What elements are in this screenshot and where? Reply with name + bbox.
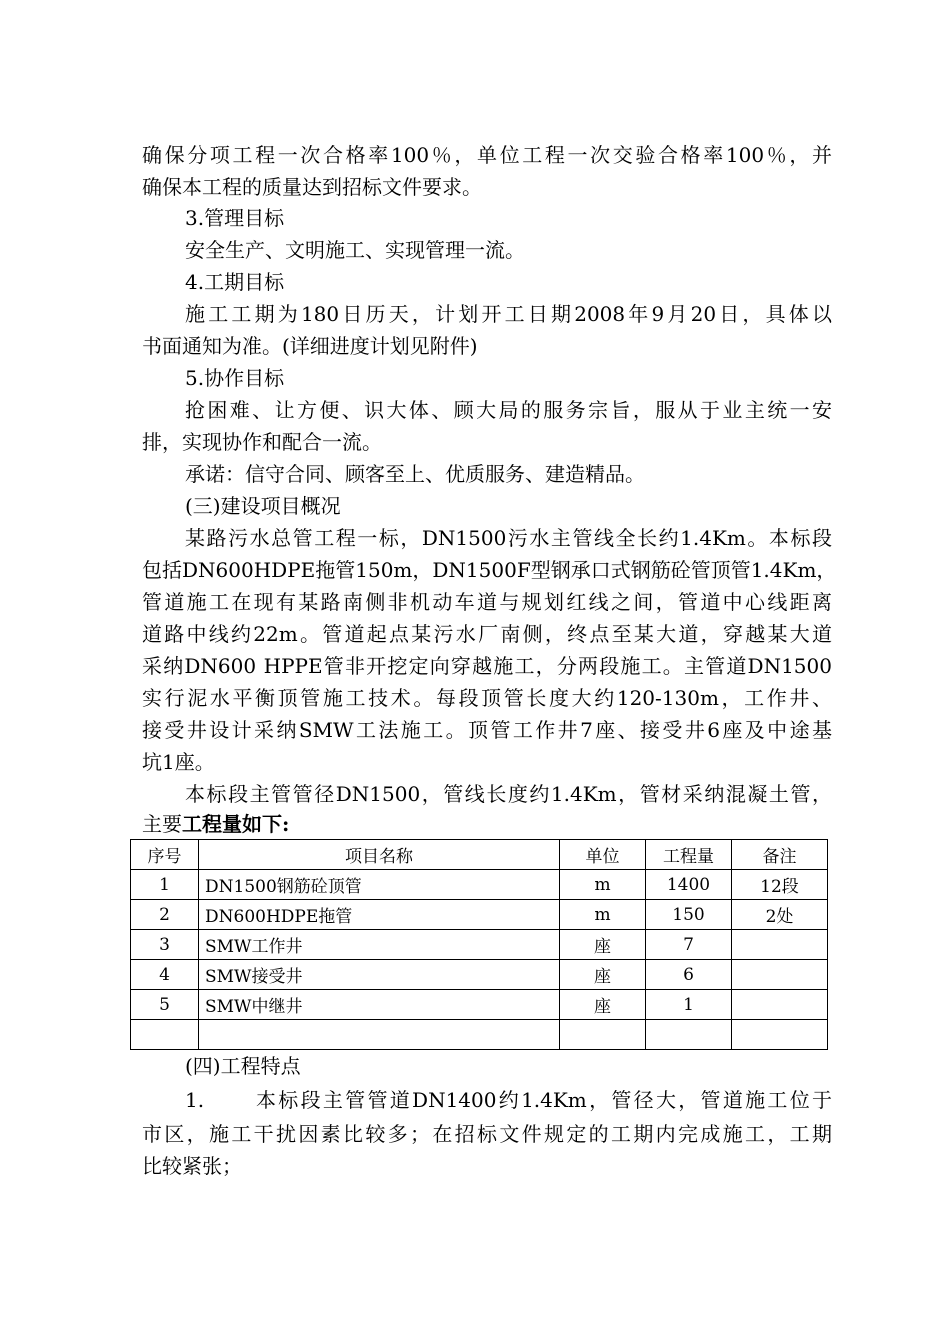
column-header: 备注 [732, 840, 828, 870]
table-cell: SMW中继井 [199, 990, 560, 1020]
table-cell [732, 930, 828, 960]
table-cell: 150 [646, 900, 732, 930]
paragraph-line: 采纳DN600 HPPE管非开挖定向穿越施工，分两段施工。主管道DN1500 [142, 654, 832, 678]
paragraph-line: 接受井设计采纳SMW工法施工。顶管工作井7座、接受井6座及中途基 [142, 718, 832, 742]
table-row [131, 900, 828, 930]
table-cell [560, 1020, 646, 1050]
column-header: 序号 [131, 840, 199, 870]
table-cell [732, 1020, 828, 1050]
paragraph-line: 道路中线约22m。管道起点某污水厂南侧，终点至某大道，穿越某大道 [142, 622, 832, 646]
list-number: 1. [185, 1088, 205, 1112]
table-cell: 座 [560, 990, 646, 1020]
table-cell: 座 [560, 930, 646, 960]
table-cell: 1 [131, 870, 199, 900]
paragraph-line: 市区，施工干扰因素比较多；在招标文件规定的工期内完成施工，工期 [142, 1122, 832, 1146]
paragraph-line: 包括DN600HDPE拖管150m，DN1500F型钢承口式钢筋砼管顶管1.4Km， [142, 558, 837, 582]
table-cell: DN1500钢筋砼顶管 [199, 870, 560, 900]
table-cell: SMW工作井 [199, 930, 560, 960]
paragraph-line: 某路污水总管工程一标，DN1500污水主管线全长约1.4Km。本标段 [185, 526, 832, 550]
table-cell [199, 1020, 560, 1050]
paragraph-line: 确保本工程的质量达到招标文件要求。 [142, 175, 482, 199]
table-cell: 1 [646, 990, 732, 1020]
table-cell: DN600HDPE拖管 [199, 900, 560, 930]
table-cell: 7 [646, 930, 732, 960]
bold-text: 工程量如下: [182, 812, 290, 836]
section-heading: (三)建设项目概况 [185, 494, 341, 518]
section-heading: (四)工程特点 [185, 1054, 301, 1078]
table-cell: SMW接受井 [199, 960, 560, 990]
table-row [131, 870, 828, 900]
table-cell: 12段 [732, 870, 828, 900]
table-cell: 4 [131, 960, 199, 990]
column-header: 项目名称 [199, 840, 560, 870]
table-cell: 1400 [646, 870, 732, 900]
table-header-row [131, 840, 828, 870]
section-heading: 5.协作目标 [185, 366, 285, 390]
table-row [131, 960, 828, 990]
table-cell [131, 1020, 199, 1050]
table-cell: m [560, 870, 646, 900]
paragraph-line: 排，实现协作和配合一流。 [142, 430, 382, 454]
table-cell [732, 960, 828, 990]
paragraph-line: 比较紧张； [142, 1154, 242, 1178]
table-cell [646, 1020, 732, 1050]
table-row [131, 990, 828, 1020]
column-header: 单位 [560, 840, 646, 870]
paragraph-line: 施工工期为180日历天，计划开工日期2008年9月20日，具体以 [185, 302, 832, 326]
table-row [131, 930, 828, 960]
paragraph-line: 管道施工在现有某路南侧非机动车道与规划红线之间，管道中心线距离 [142, 590, 832, 614]
paragraph-line: 本标段主管管道DN1400约1.4Km，管径大，管道施工位于 [256, 1088, 832, 1112]
paragraph-line: 书面通知为准。(详细进度计划见附件) [142, 334, 478, 358]
paragraph-line: 承诺：信守合同、顾客至上、优质服务、建造精品。 [185, 462, 645, 486]
table-row [131, 1020, 828, 1050]
paragraph-line: 坑1座。 [142, 750, 215, 774]
paragraph-line: 本标段主管管径DN1500，管线长度约1.4Km，管材采纳混凝土管， [185, 782, 832, 806]
paragraph-line: 实行泥水平衡顶管施工技术。每段顶管长度大约120-130m，工作井、 [142, 686, 832, 710]
quantities-table [130, 839, 828, 1050]
table-cell: 2处 [732, 900, 828, 930]
table-cell: m [560, 900, 646, 930]
table-cell: 3 [131, 930, 199, 960]
table-cell [732, 990, 828, 1020]
column-header: 工程量 [646, 840, 732, 870]
table-cell: 6 [646, 960, 732, 990]
paragraph-line: 安全生产、文明施工、实现管理一流。 [185, 238, 525, 262]
table-cell: 2 [131, 900, 199, 930]
section-heading: 4.工期目标 [185, 270, 285, 294]
table-cell: 座 [560, 960, 646, 990]
paragraph-line: 确保分项工程一次合格率100％，单位工程一次交验合格率100％，并 [142, 143, 832, 167]
table-cell: 5 [131, 990, 199, 1020]
paragraph-text: 主要 [142, 812, 182, 836]
paragraph-line [142, 808, 832, 840]
section-heading: 3.管理目标 [185, 206, 285, 230]
paragraph-line: 抢困难、让方便、识大体、顾大局的服务宗旨，服从于业主统一安 [185, 398, 832, 422]
